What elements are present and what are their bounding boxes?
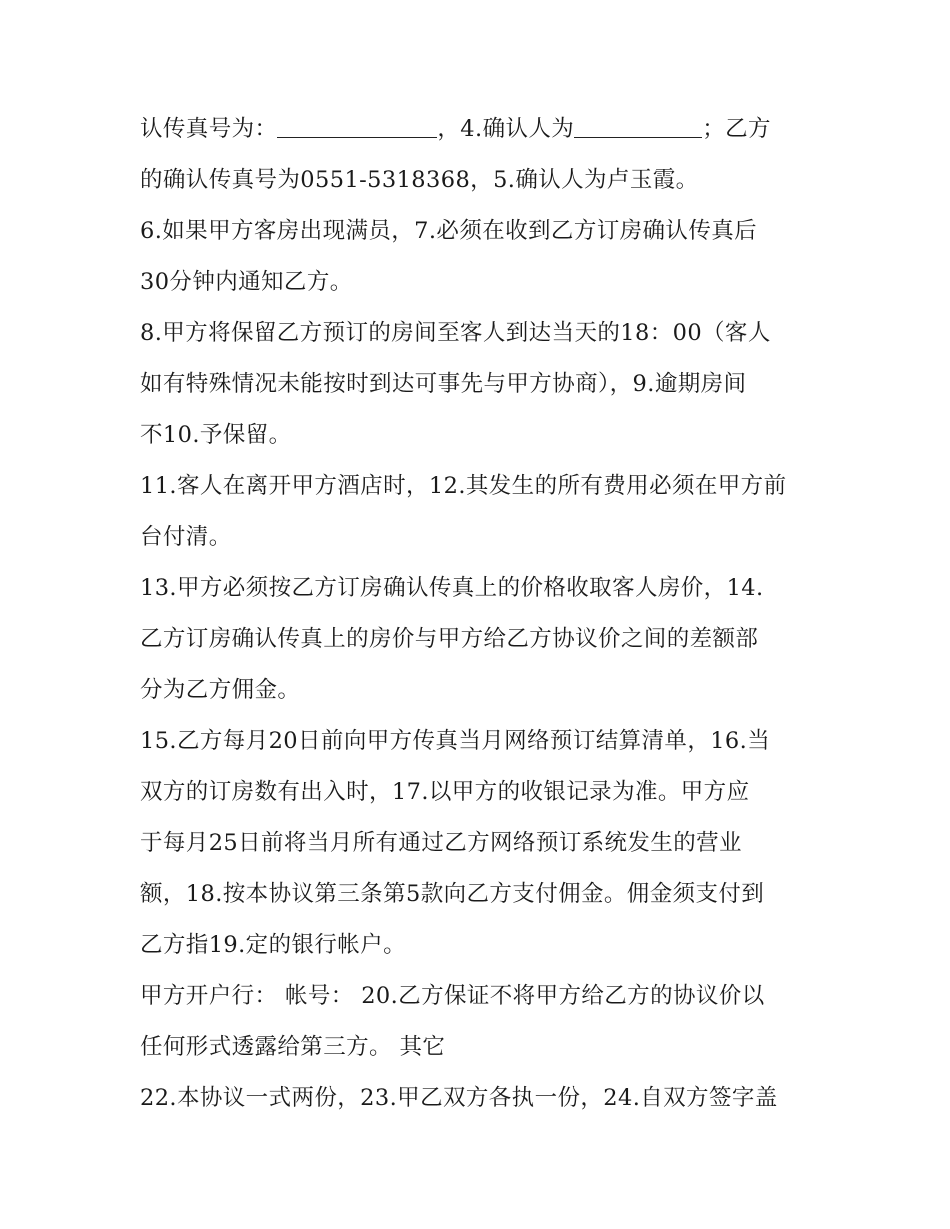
agreement-text bbox=[140, 104, 820, 1124]
confirmer-blank bbox=[574, 113, 702, 138]
text-line: 于每月25日前将当月所有通过乙方网络预订系统发生的营业 bbox=[140, 830, 742, 856]
text-line: 的确认传真号为0551-5318368，5.确认人为卢玉霞。 bbox=[140, 167, 699, 193]
text-line: 乙方指19.定的银行帐户。 bbox=[140, 932, 406, 958]
text-line: 8.甲方将保留乙方预订的房间至客人到达当天的18：00（客人 bbox=[140, 320, 771, 346]
text-line: 13.甲方必须按乙方订房确认传真上的价格收取客人房价，14. bbox=[140, 575, 764, 601]
text-line: 22.本协议一式两份，23.甲乙双方各执一份，24.自双方签字盖 bbox=[140, 1085, 778, 1111]
text-line: 乙方订房确认传真上的房价与甲方给乙方协议价之间的差额部 bbox=[140, 626, 759, 652]
text-line: 台付清。 bbox=[140, 524, 232, 550]
text-line: 分为乙方佣金。 bbox=[140, 677, 301, 703]
text-line: 不10.予保留。 bbox=[140, 422, 292, 448]
text-line-1 bbox=[140, 104, 820, 155]
text-segment: ；乙方 bbox=[702, 116, 771, 142]
text-line: 6.如果甲方客房出现满员，7.必须在收到乙方订房确认传真后 bbox=[140, 218, 758, 244]
text-line: 甲方开户行： 帐号： 20.乙方保证不将甲方给乙方的协议价以 bbox=[140, 983, 765, 1009]
text-segment: ，4.确认人为 bbox=[437, 116, 575, 142]
text-line: 如有特殊情况未能按时到达可事先与甲方协商），9.逾期房间 bbox=[140, 371, 747, 397]
text-line: 30分钟内通知乙方。 bbox=[140, 269, 353, 295]
fax-number-blank bbox=[277, 113, 437, 138]
text-line: 双方的订房数有出入时，17.以甲方的收银记录为准。甲方应 bbox=[140, 779, 750, 805]
text-line: 11.客人在离开甲方酒店时，12.其发生的所有费用必须在甲方前 bbox=[140, 473, 787, 499]
text-line: 任何形式透露给第三方。 其它 bbox=[140, 1034, 446, 1060]
text-segment: 认传真号为： bbox=[140, 116, 278, 142]
text-line: 额，18.按本协议第三条第5款向乙方支付佣金。佣金须支付到 bbox=[140, 881, 765, 907]
text-line: 15.乙方每月20日前向甲方传真当月网络预订结算清单，16.当 bbox=[140, 728, 771, 754]
